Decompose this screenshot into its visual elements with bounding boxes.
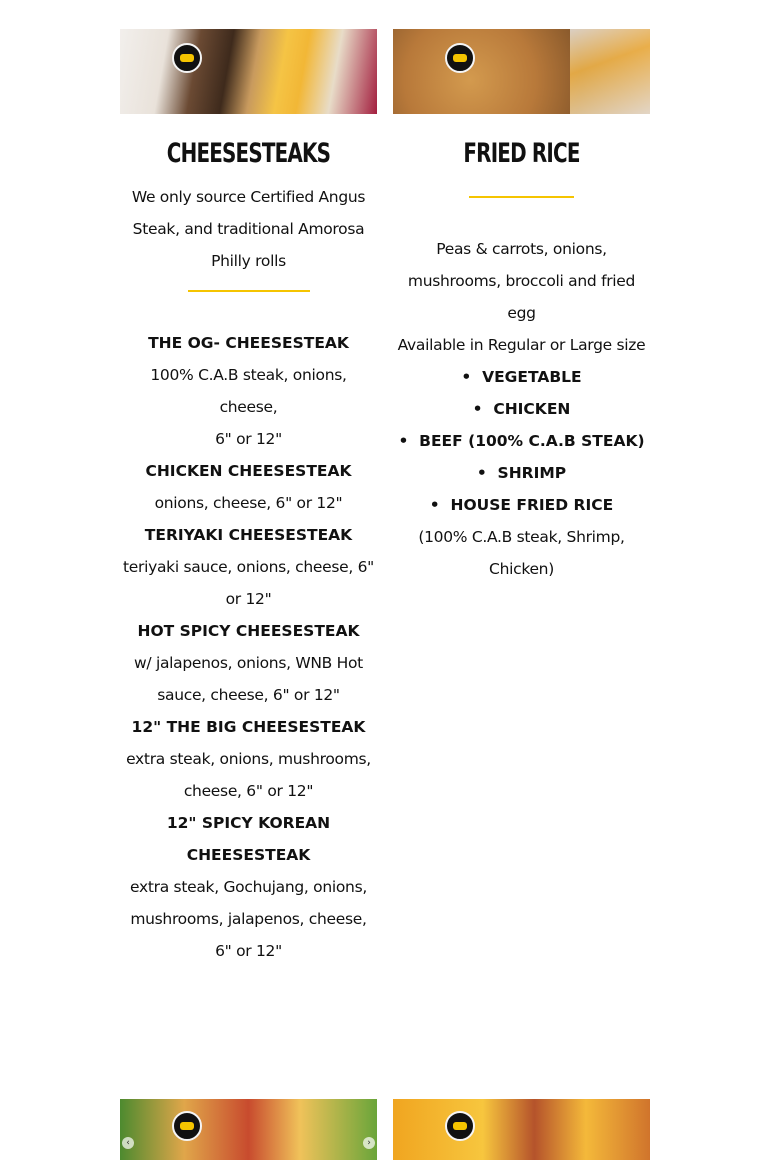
section-title-cheesesteaks: CHEESESTEAKS <box>166 138 331 169</box>
menu-item-desc: teriyaki sauce, onions, cheese, 6" <box>122 558 374 576</box>
option-label: SHRIMP <box>497 464 567 482</box>
carousel-next-icon[interactable]: › <box>363 1137 375 1149</box>
menu-item-name: 12" THE BIG CHEESESTEAK <box>131 718 366 736</box>
brand-logo-icon <box>445 1111 475 1141</box>
menu-item-desc: extra steak, onions, mushrooms, <box>126 750 371 768</box>
footnote-line: (100% C.A.B steak, Shrimp, <box>418 528 625 546</box>
intro-line: mushrooms, broccoli and fried <box>407 272 636 290</box>
intro-line: egg <box>507 304 536 322</box>
section-title-fried-rice: FRIED RICE <box>463 138 580 169</box>
menu-item-name: CHEESESTEAK <box>186 846 311 864</box>
menu-item-desc: onions, cheese, 6" or 12" <box>154 494 343 512</box>
fried-rice-details <box>393 233 650 585</box>
option-label: VEGETABLE <box>482 368 582 386</box>
intro-line: Philly rolls <box>211 252 286 270</box>
footnote-line: Chicken) <box>489 560 554 578</box>
option-label: HOUSE FRIED RICE <box>450 496 614 514</box>
menu-item-desc: 100% C.A.B steak, onions, cheese, <box>150 366 347 416</box>
cheesesteaks-menu-list <box>120 327 377 967</box>
option-item: • BEEF (100% C.A.B STEAK) <box>398 432 645 450</box>
option-item: • VEGETABLE <box>461 368 582 386</box>
menu-item-name: THE OG- CHEESESTEAK <box>148 334 349 352</box>
cheesesteaks-intro <box>120 181 377 277</box>
menu-item-desc: cheese, 6" or 12" <box>183 782 314 800</box>
menu-item-desc: extra steak, Gochujang, onions, <box>130 878 367 896</box>
size-note: Available in Regular or Large size <box>397 336 646 354</box>
intro-line: Steak, and traditional Amorosa <box>132 220 365 238</box>
intro-line: We only source Certified Angus <box>131 188 366 206</box>
option-item: • SHRIMP <box>476 464 567 482</box>
cheesesteaks-card <box>120 29 377 967</box>
yellow-divider <box>188 290 310 292</box>
brand-logo-icon <box>445 43 475 73</box>
menu-item-desc: w/ jalapenos, onions, WNB Hot <box>134 654 363 672</box>
menu-item-desc: sauce, cheese, 6" or 12" <box>157 686 340 704</box>
loaded-fries-photo <box>393 1099 650 1160</box>
menu-item-desc: or 12" <box>225 590 272 608</box>
menu-item-name: HOT SPICY CHEESESTEAK <box>137 622 360 640</box>
option-item: • CHICKEN <box>472 400 571 418</box>
brand-logo-icon <box>172 43 202 73</box>
intro-line: Peas & carrots, onions, <box>436 240 607 258</box>
menu-item-desc: 6" or 12" <box>215 430 282 448</box>
menu-item-name: 12" SPICY KOREAN <box>166 814 331 832</box>
carousel-prev-icon[interactable]: ‹ <box>122 1137 134 1149</box>
menu-item-desc: mushrooms, jalapenos, cheese, <box>130 910 367 928</box>
menu-item-name: TERIYAKI CHEESESTEAK <box>144 526 353 544</box>
menu-item-desc: 6" or 12" <box>215 942 282 960</box>
fried-rice-photo <box>393 29 650 114</box>
brand-logo-icon <box>172 1111 202 1141</box>
yellow-divider <box>469 196 574 198</box>
menu-item-name: CHICKEN CHEESESTEAK <box>145 462 352 480</box>
fried-rice-card <box>393 29 650 585</box>
option-label: CHICKEN <box>493 400 571 418</box>
option-label: BEEF (100% C.A.B STEAK) <box>419 432 645 450</box>
option-item: • HOUSE FRIED RICE <box>429 496 614 514</box>
cheesesteak-photo <box>120 29 377 114</box>
salad-photo <box>120 1099 377 1160</box>
